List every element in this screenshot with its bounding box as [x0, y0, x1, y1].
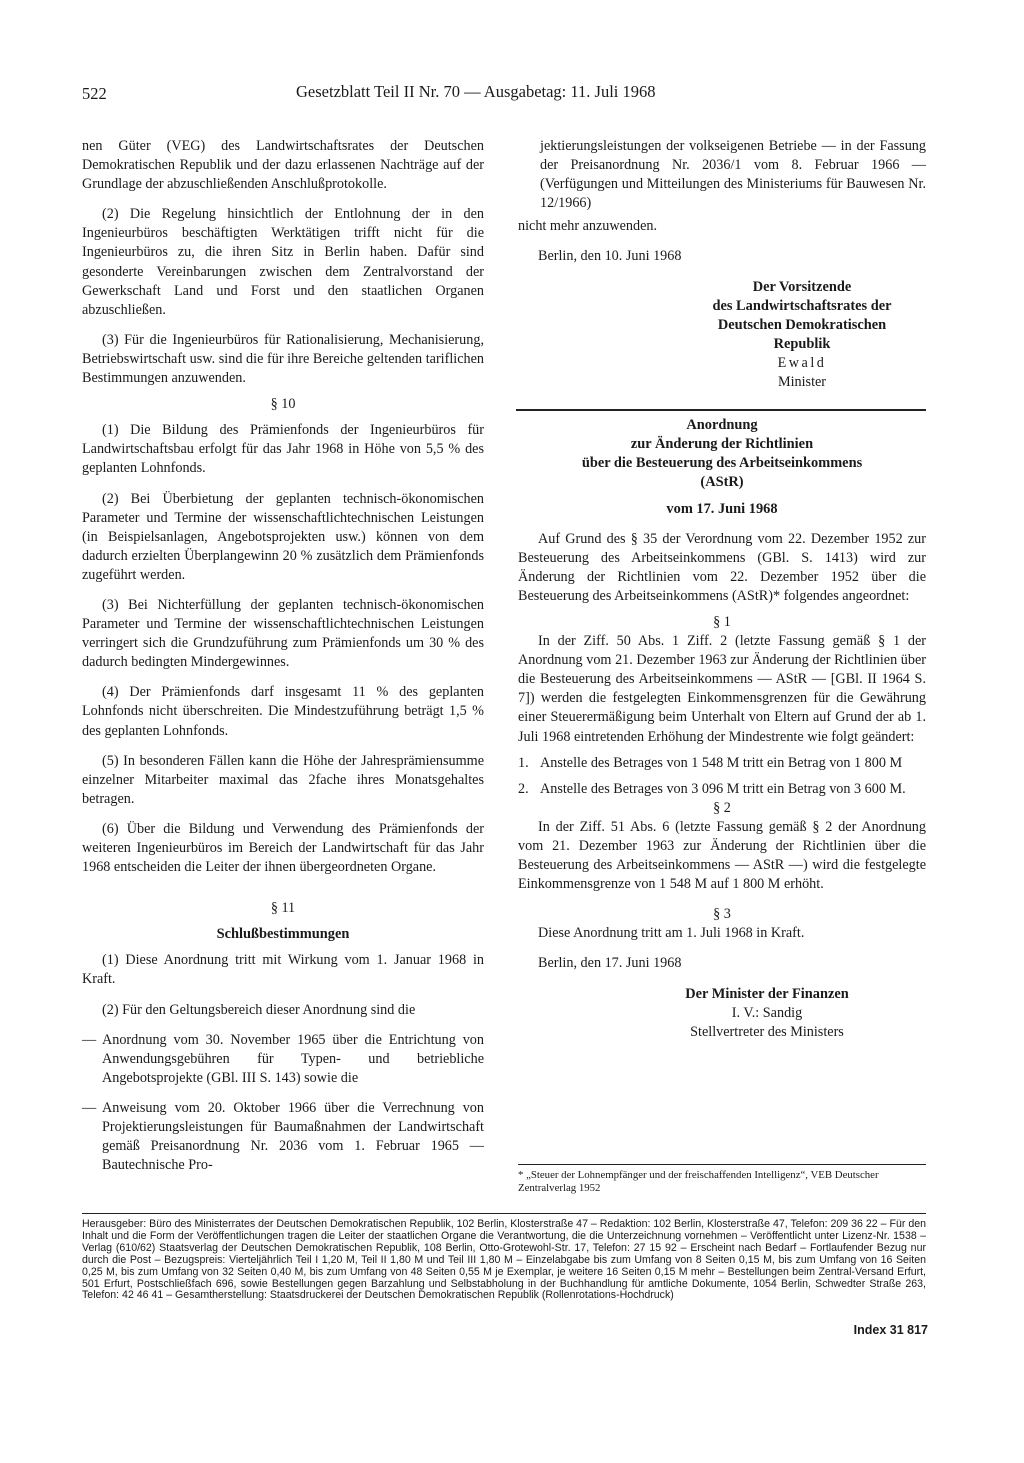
paragraph-9-3: (3) Für die Ingenieurbüros für Rationalisierung, Mechanisierung, Betriebswirtschaft usw. sind die für ihre Bereiche geltenden tariflichen Bestimmungen anzuwenden.: [82, 331, 484, 387]
left-column: [82, 137, 484, 1175]
column-separator-rule: [516, 409, 926, 411]
item-text: Anstelle des Betrages von 1 548 M tritt ein Betrag von 1 800 M: [540, 754, 903, 771]
ordinance-intro: Auf Grund des § 35 der Verordnung vom 22. Dezember 1952 zur Besteuerung des Arbeitseinkommens (GBl. S. 1413) wird zur Änderung der Richtlinien vom 22. Dezember 1952 über die Besteuerung des Arbeitseinkommens (AStR)* folgendes angeordnet:: [518, 530, 926, 604]
list-item-anordnung: [82, 1031, 484, 1088]
signature-1-line-3: Deutschen Demokratischen: [717, 316, 887, 333]
footnote-rule: [518, 1164, 926, 1165]
section-10-heading: § 10: [270, 396, 296, 413]
imprint: Herausgeber: Büro des Ministerrates der Deutschen Demokratischen Republik, 102 Berlin, Klosterstraße 47 – Redaktion: 102 Berlin, Klosterstraße 47, Telefon: 209 36 22 – Für den Inhalt und die Form der Veröffentlichungen tragen die Leiter der staatlichen Organe die Verantwortung, die die Unterzeichnung vornehmen – Veröffentlicht unter Lizenz-Nr. 1538 – Verlag (610/62) Staatsverlag der Deutschen Demokratischen Republik, 108 Berlin, Otto-Grotewohl-Str. 17, Telefon: 27 15 92 – Erscheint nach Bedarf – Fortlaufender Bezug nur durch die Post – Bezugspreis: Vierteljährlich Teil I 1,20 M, Teil II 1,80 M und Teil III 1,80 M – Einzelabgabe bis zum Umfang von 8 Seiten 0,15 M, bis zum Umfang von 16 Seiten 0,25 M, bis zum Umfang von 32 Seiten 0,40 M, bis zum Umfang von 48 Seiten 0,55 M je Exemplar, je weitere 16 Seiten 0,15 M mehr – Bestellungen beim Zentral-Versand Erfurt, 501 Erfurt, Postschließfach 696, sowie Bestellungen gegen Barzahlung und Selbstabholung in der Buchhandlung für amtliche Dokumente, 1054 Berlin, Schwedter Straße 263, Telefon: 42 46 41 – Gesamtherstellung: Staatsdruckerei der Deutschen Demokratischen Republik (Rollenrotations-Hochdruck): [82, 1218, 926, 1302]
imprint-rule: [82, 1213, 926, 1214]
signature-1-role: Minister: [777, 374, 827, 391]
signature-1-name: Ewald: [777, 354, 827, 371]
signature-2-line-1: Der Minister der Finanzen: [685, 985, 849, 1002]
page-header-title: Gesetzblatt Teil II Nr. 70 — Ausgabetag: 11. Juli 1968: [296, 82, 656, 101]
paragraph-10-5: (5) In besonderen Fällen kann die Höhe der Jahresprämiensumme einzelner Mitarbeiter maximal das 2fache ihres Monatsgehaltes betragen.: [82, 752, 484, 807]
ordinance-title-1: Anordnung: [686, 417, 758, 434]
paragraph-11-1: (1) Diese Anordnung tritt mit Wirkung vom 1. Januar 1968 in Kraft.: [82, 952, 484, 988]
signature-2-line-3: Stellvertreter des Ministers: [690, 1023, 844, 1040]
ordinance-date: vom 17. Juni 1968: [666, 500, 778, 517]
paragraph-10-4: (4) Der Prämienfonds darf insgesamt 11 % des geplanten Lohnfonds nicht überschreiten. Die Mindestzuführung beträgt 1,5 % des geplanten Lohnfonds.: [82, 684, 484, 739]
paragraph-10-2: (2) Bei Überbietung der geplanten technisch-ökonomischen Parameter und Termine der wissenschaftlichtechnischen Leistungen (in Beispielsanlagen, Angebotsprojekten usw.) können von dem dadurch erzielten Überplangewinn 20 % zusätzlich dem Prämienfonds zugeführt werden.: [82, 490, 484, 583]
section-2-text: In der Ziff. 51 Abs. 6 (letzte Fassung gemäß § 2 der Anordnung vom 21. Dezember 1963 zur Änderung der Richtlinien über die Besteuerung des Arbeitseinkommens — AStR —) wird die festgelegte Einkommensgrenze von 1 548 M auf 1 800 M erhöht.: [518, 818, 926, 893]
dash-marker: —: [82, 1031, 97, 1048]
ordinance-title-4: (AStR): [700, 474, 744, 491]
signature-2-line-2: I. V.: Sandig: [731, 1004, 803, 1021]
item-text: Anstelle des Betrages von 3 096 M tritt ein Betrag von 3 600 M.: [540, 780, 906, 797]
paragraph-continuation: nen Güter (VEG) des Landwirtschaftsrates der Deutschen Demokratischen Republik und der dazu erlassenen Nachträge auf der Grundlage der abzuschließenden Anschlußprotokolle.: [82, 138, 484, 193]
paragraph-11-2: (2) Für den Geltungsbereich dieser Anordnung sind die: [102, 1001, 416, 1018]
section-3-heading: § 3: [713, 906, 731, 923]
paragraph-9-2: (2) Die Regelung hinsichtlich der Entlohnung der in den Ingenieurbüros beschäftigten Werktätigen trifft nicht für die Ingenieurbüros zu, die ihren Sitz in Berlin haben. Dafür sind gesonderte Vereinbarungen zwischen dem Zentralvorstand der Gewerkschaft Land und Forst und den staatlichen Organen abzuschließen.: [82, 206, 484, 318]
paragraph-10-1: (1) Die Bildung des Prämienfonds der Ingenieurbüros für Landwirtschaftsbau erfolgt für das Jahr 1968 in Höhe von 5,5 % des geplanten Lohnfonds.: [82, 422, 484, 477]
section-11-title: Schlußbestimmungen: [216, 926, 350, 943]
paragraph-10-6: (6) Über die Bildung und Verwendung des Prämienfonds der weiteren Ingenieurbüros im Bereich der Landwirtschaft für das Jahr 1968 entscheiden die Leiter der ihnen übergeordneten Organe.: [82, 820, 484, 876]
list-item-anweisung: [82, 1099, 484, 1175]
signature-1-line-4: Republik: [773, 335, 831, 352]
signature-1-line-1: Der Vorsitzende: [752, 278, 852, 295]
ordinance-title-3: über die Besteuerung des Arbeitseinkommens: [581, 455, 863, 472]
continued-text: jektierungsleistungen der volkseigenen Betriebe — in der Fassung der Preisanordnung Nr. 2036/1 vom 8. Februar 1966 — (Verfügungen und Mitteilungen des Ministeriums für Bauwesen Nr. 12/1966): [540, 138, 926, 212]
section-11-heading: § 11: [270, 900, 296, 917]
item-number: 2.: [518, 780, 529, 797]
footnote: * „Steuer der Lohnempfänger und der freischaffenden Intelligenz“, VEB Deutscher Zentralverlag 1952: [518, 1169, 879, 1194]
list-item-text: Anweisung vom 20. Oktober 1966 über die Verrechnung von Projektierungsleistungen für Baumaßnahmen der Landwirtschaft gemäß Preisanordnung Nr. 2036 vom 1. Februar 1965 — Bautechnische Pro-: [102, 1099, 484, 1174]
ordinance-title-2: zur Änderung der Richtlinien: [630, 436, 814, 453]
numbered-item-1: [518, 754, 926, 773]
index-number: Index 31 817: [853, 1323, 928, 1337]
section-1-heading: § 1: [713, 613, 731, 630]
signature-date-2: Berlin, den 17. Juni 1968: [538, 955, 682, 972]
section-2-heading: § 2: [713, 799, 731, 816]
item-number: 1.: [518, 754, 529, 771]
numbered-item-2: [518, 780, 926, 799]
right-column: [518, 137, 926, 1042]
list-item-text: Anordnung vom 30. November 1965 über die Entrichtung von Anwendungsgebühren für Typen- und betriebliche Angebotsprojekte (GBl. III S. 143) sowie die: [102, 1031, 484, 1086]
signature-1-line-2: des Landwirtschaftsrates der: [712, 297, 892, 314]
paragraph-10-3: (3) Bei Nichterfüllung der geplanten technisch-ökonomischen Parameter und Termine der wissenschaftlichtechnischen Leistungen verringert sich die Grundzuführung zum Prämienfonds um 30 % des dadurch bedingten Mindergewinnes.: [82, 596, 484, 671]
page-number: 522: [82, 84, 107, 103]
signature-date-1: Berlin, den 10. Juni 1968: [538, 248, 682, 265]
section-1-text: In der Ziff. 50 Abs. 1 Ziff. 2 (letzte Fassung gemäß § 1 der Anordnung vom 21. Dezember 1963 zur Änderung der Richtlinien über die Besteuerung des Arbeitseinkommens — AStR — [GBl. II 1964 S. 7]) werden die festgelegten Einkommensgrenzen für die Gewährung einer Steuerermäßigung beim Unterhalt von Eltern auf Grund der ab 1. Juli 1968 eintretenden Erhöhung der Mindestrente wie folgt geändert:: [518, 633, 926, 745]
section-3-text: Diese Anordnung tritt am 1. Juli 1968 in Kraft.: [538, 925, 805, 942]
dash-marker: —: [82, 1099, 97, 1116]
continued-text-end: nicht mehr anzuwenden.: [518, 218, 658, 235]
